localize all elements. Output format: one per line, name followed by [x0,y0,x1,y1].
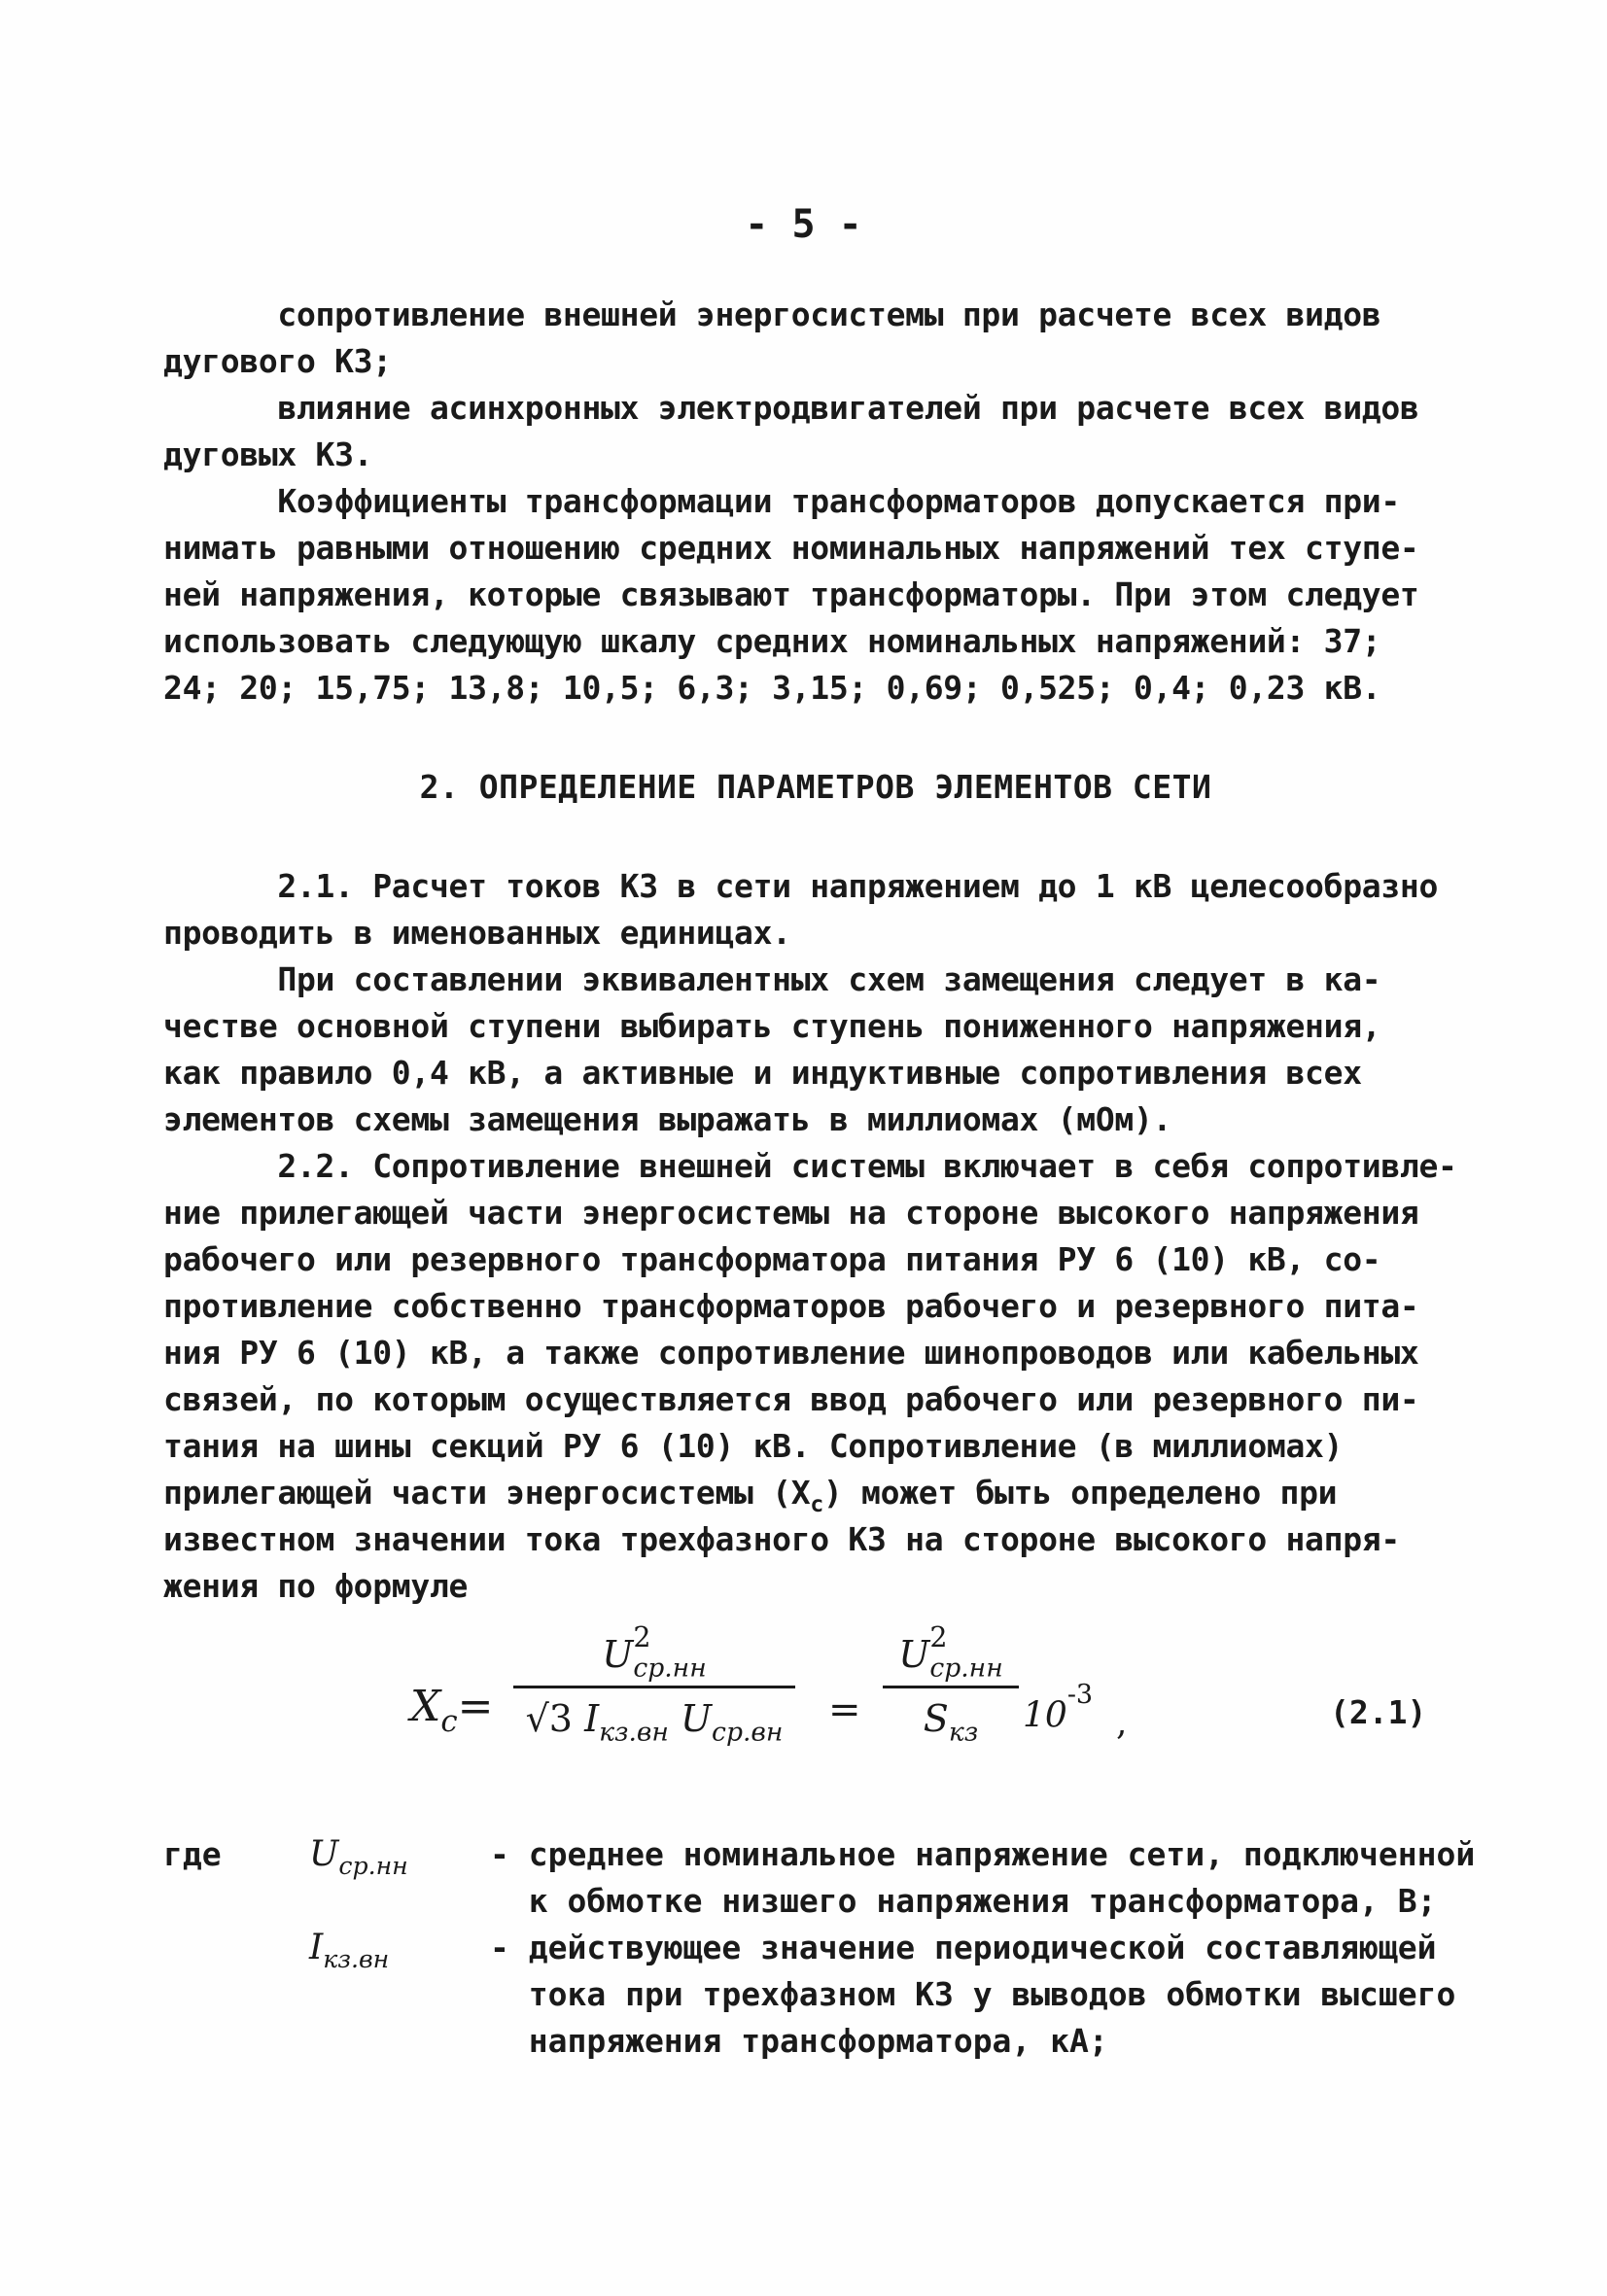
multiplier-base: 10 [1023,1695,1067,1736]
num-symbol: U [602,1633,634,1676]
where-label: где [163,1835,222,1873]
paragraph-2-2 [163,1143,1468,1610]
symbol-main: I [309,1928,324,1967]
text-line: 2.2. Сопротивление внешней системы включает в себя сопротивле- [163,1147,1457,1185]
formula-2-1 [163,1618,1468,1812]
text-line: При составлении эквивалентных схем замещения следует в ка- [163,960,1381,998]
den-current-subscript: кз.вн [599,1717,669,1748]
text-line: тания на шины секций РУ 6 (10) кВ. Сопротивление (в миллиомах) [163,1427,1344,1465]
definition-line: напряжения трансформатора, кА; [490,2022,1108,2060]
symbol-subscript: кз.вн [323,1944,390,1973]
text-line: проводить в именованных единицах. [163,914,791,952]
multiplier [1023,1680,1093,1735]
paragraph-2-1 [163,863,1468,1143]
fraction-2-numerator [883,1618,1019,1686]
page-body [163,292,1476,2065]
symbol-main: U [309,1834,339,1874]
definition-line: - действующее значение периодической составляющей [490,1929,1437,1966]
num2-subscript: ср.нн [929,1652,1003,1684]
text-line: противление собственно трансформаторов рабочего и резервного пита- [163,1287,1419,1325]
fraction-1 [513,1618,795,1747]
formula-number: (2.1) [1330,1693,1427,1731]
text-line: как правило 0,4 кВ, а активные и индуктивные сопротивления всех [163,1054,1362,1092]
definition-text [490,1925,1462,2065]
num2-exponent: 2 [929,1620,948,1653]
intro-block [163,292,1468,712]
text-line: влияние асинхронных электродвигателей при расчете всех видов [163,389,1419,427]
definition-line: - среднее номинальное напряжение сети, подключенной [490,1835,1476,1873]
definition-symbol [309,1831,408,1890]
definition-u [163,1831,1476,1925]
xc-before: прилегающей части энергосистемы (X [163,1474,811,1512]
fraction-2 [883,1618,1019,1747]
multiplier-exponent: -3 [1066,1680,1094,1710]
num-subscript: ср.нн [633,1652,707,1684]
lhs-symbol: X [410,1682,441,1731]
text-line: 2.1. Расчет токов КЗ в сети напряжением до 1 кВ целесообразно [163,867,1439,905]
xc-subscript: c [810,1492,823,1518]
sqrt-3: √3 [525,1697,573,1740]
text-line: дуговых КЗ. [163,435,373,473]
text-line: честве основной ступени выбирать ступень пониженного напряжения, [163,1007,1381,1045]
num2-symbol: U [898,1633,930,1676]
den2-symbol: S [923,1697,949,1740]
den-voltage-subscript: ср.вн [712,1717,784,1748]
equals-sign-2: = [828,1687,861,1732]
definition-line: тока при трехфазном КЗ у выводов обмотки высшего [490,1975,1456,2013]
text-line: рабочего или резервного трансформатора питания РУ 6 (10) кВ, со- [163,1240,1381,1278]
section-heading: 2. ОПРЕДЕЛЕНИЕ ПАРАМЕТРОВ ЭЛЕМЕНТОВ СЕТИ [419,768,1212,806]
formula-comma: , [1116,1703,1128,1743]
formula-lhs [410,1682,493,1739]
text-line: жения по формуле [163,1567,469,1605]
definition-i [163,1925,1468,2065]
den2-subscript: кз [948,1717,979,1748]
text-line: ния РУ 6 (10) кВ, а также сопротивление шинопроводов или кабельных [163,1334,1419,1372]
definitions-block [163,1831,1476,2065]
text-line-xc [163,1470,1468,1516]
definition-text [490,1831,1476,1925]
symbol-subscript: ср.нн [338,1851,408,1880]
equals-sign: = [457,1682,494,1731]
definition-symbol [309,1925,389,1983]
den-voltage: U [681,1697,713,1740]
text-line: известном значении тока трехфазного КЗ на стороне высокого напря- [163,1520,1400,1558]
text-line: использовать следующую шкалу средних номинальных напряжений: 37; [163,622,1381,660]
text-line: нимать равными отношению средних номинальных напряжений тех ступе- [163,529,1419,567]
text-line: 24; 20; 15,75; 13,8; 10,5; 6,3; 3,15; 0,69; 0,525; 0,4; 0,23 кВ. [163,669,1381,707]
text-line: дугового КЗ; [163,342,392,380]
text-line: ние прилегающей части энергосистемы на стороне высокого напряжения [163,1194,1419,1232]
xc-after: ) может быть определено при [822,1474,1338,1512]
den-current: I [584,1697,600,1740]
fraction-1-numerator [513,1618,795,1686]
num-exponent: 2 [633,1620,651,1653]
text-line: ней напряжения, которые связывают трансформаторы. При этом следует [163,575,1419,613]
text-line: Коэффициенты трансформации трансформаторов допускается при- [163,482,1400,520]
text-line: связей, по которым осуществляется ввод рабочего или резервного пи- [163,1380,1419,1418]
definition-line: к обмотке низшего напряжения трансформатора, В; [490,1882,1437,1920]
text-line: сопротивление внешней энергосистемы при расчете всех видов [163,296,1381,333]
lhs-subscript: c [440,1703,458,1739]
text-line: элементов схемы замещения выражать в миллиомах (мОм). [163,1100,1172,1138]
page-number: - 5 - [745,202,862,247]
